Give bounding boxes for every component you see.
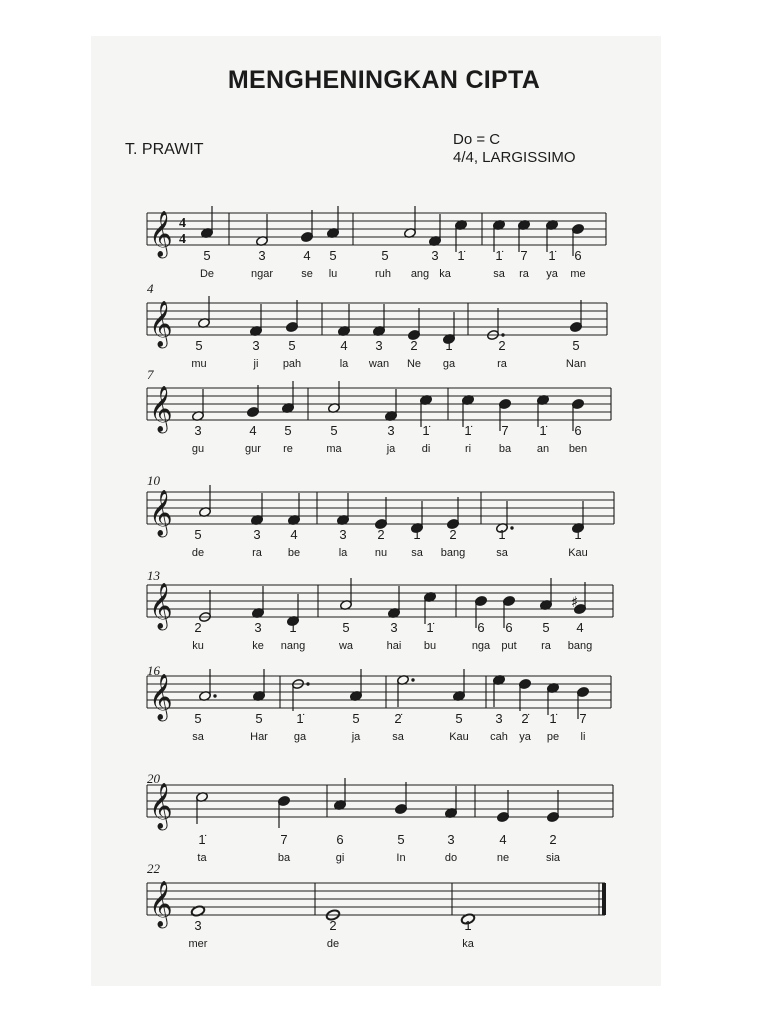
measure-number: 4 (147, 281, 154, 296)
lyric-syllable: bu (423, 640, 437, 652)
cipher-number: 4 (303, 248, 311, 263)
measure-number: 16 (147, 663, 160, 678)
cipher-number: 5 (342, 620, 350, 635)
cipher-number: 6 (505, 620, 513, 635)
lyric-syllable: do (444, 852, 458, 864)
cipher-number: 1 (413, 527, 421, 542)
lyric-syllable: bang (567, 640, 593, 652)
cipher-number: 2 (449, 527, 457, 542)
cipher-number: 7 (501, 423, 509, 438)
cipher-number: 2̇ (521, 711, 529, 726)
staff-system (147, 281, 607, 370)
lyric-syllable: la (339, 358, 349, 370)
treble-clef-icon: 𝄞 (149, 674, 173, 720)
lyric-syllable: de (191, 547, 205, 559)
cipher-number: 5 (352, 711, 360, 726)
treble-clef-icon: 𝄞 (149, 783, 173, 829)
cipher-number: 3 (194, 918, 202, 933)
lyric-syllable: ra (519, 268, 529, 280)
staff-system (147, 861, 606, 950)
lyric-syllable: ra (252, 547, 262, 559)
lyric-syllable: re (283, 443, 293, 455)
final-barline-thick (602, 883, 606, 915)
cipher-number: 6 (336, 832, 344, 847)
cipher-number: 7 (579, 711, 587, 726)
lyric-syllable: Har (250, 731, 268, 743)
cipher-number: 1̇ (495, 248, 503, 263)
lyric-syllable: ya (519, 731, 531, 743)
cipher-number: 5 (397, 832, 405, 847)
cipher-number: 1̇ (296, 711, 304, 726)
lyric-syllable: ba (277, 852, 291, 864)
cipher-number: 6 (477, 620, 485, 635)
lyric-syllable: nu (374, 547, 388, 559)
augmentation-dot (501, 333, 504, 336)
augmentation-dot (306, 682, 309, 685)
cipher-number: 5 (329, 248, 337, 263)
cipher-number: 2̇ (394, 711, 402, 726)
cipher-number: 1 (574, 527, 582, 542)
lyric-syllable: sa (192, 731, 204, 743)
lyric-syllable: an (536, 443, 550, 455)
lyric-syllable: ba (498, 443, 512, 455)
cipher-number: 5 (572, 338, 580, 353)
cipher-number: 7 (520, 248, 528, 263)
lyric-syllable: In (396, 852, 406, 864)
cipher-number: 6 (574, 423, 582, 438)
cipher-number: 1̇ (539, 423, 547, 438)
cipher-number: 2 (498, 338, 506, 353)
cipher-number: 5 (284, 423, 292, 438)
cipher-number: 1 (498, 527, 506, 542)
staff-system (147, 771, 613, 864)
cipher-number: 3 (194, 423, 202, 438)
lyric-syllable: gi (335, 852, 345, 864)
cipher-number: 5 (194, 527, 202, 542)
time-signature-top: 4 (179, 216, 186, 231)
cipher-number: 4 (576, 620, 584, 635)
lyric-syllable: Nan (565, 358, 587, 370)
key-signature-text: Do = C (453, 131, 501, 148)
lyric-syllable: Kau (449, 731, 469, 743)
cipher-number: 6 (574, 248, 582, 263)
staff-paper (91, 36, 661, 986)
staff-system (147, 568, 613, 652)
lyric-syllable: se (301, 268, 313, 280)
cipher-number: 7 (280, 832, 288, 847)
staff-system (147, 367, 611, 455)
lyric-syllable: ma (326, 443, 342, 455)
lyric-syllable: cah (490, 731, 508, 743)
augmentation-dot (411, 678, 414, 681)
score-sheet (91, 36, 661, 986)
cipher-number: 1̇ (198, 832, 206, 847)
cipher-number: 3 (387, 423, 395, 438)
cipher-number: 4 (340, 338, 348, 353)
augmentation-dot (510, 526, 513, 529)
cipher-number: 3 (252, 338, 260, 353)
lyric-syllable: wan (368, 358, 390, 370)
measure-number: 7 (147, 367, 154, 382)
cipher-number: 3 (495, 711, 503, 726)
treble-clef-icon: 𝄞 (149, 386, 173, 432)
lyric-syllable: hai (386, 640, 402, 652)
cipher-number: 5 (203, 248, 211, 263)
lyric-syllable: sa (493, 268, 505, 280)
cipher-number: 3 (431, 248, 439, 263)
composer-name: T. PRAWIT (125, 141, 204, 158)
lyric-syllable: sa (496, 547, 508, 559)
cipher-number: 1 (445, 338, 453, 353)
tempo-text: 4/4, LARGISSIMO (453, 149, 576, 166)
cipher-number: 1̇ (422, 423, 430, 438)
cipher-number: 5 (288, 338, 296, 353)
lyric-syllable: ji (253, 358, 259, 370)
lyric-syllable: ne (496, 852, 510, 864)
cipher-number: 1 (464, 918, 472, 933)
lyric-syllable: wa (338, 640, 354, 652)
cipher-number: 3 (339, 527, 347, 542)
measure-number: 20 (147, 771, 160, 786)
cipher-number: 5 (195, 338, 203, 353)
staff-system (147, 473, 614, 559)
cipher-number: 3 (390, 620, 398, 635)
augmentation-dot (213, 694, 216, 697)
cipher-number: 2 (377, 527, 385, 542)
cipher-number: 1̇ (549, 711, 557, 726)
song-title: MENGHENINGKAN CIPTA (227, 66, 541, 94)
cipher-number: 1̇ (426, 620, 434, 635)
cipher-number: 3 (253, 527, 261, 542)
lyric-syllable: ya (546, 268, 558, 280)
cipher-number: 3 (258, 248, 266, 263)
cipher-number: 4 (499, 832, 507, 847)
cipher-number: 5 (255, 711, 263, 726)
cipher-number: 4 (249, 423, 257, 438)
cipher-number: 1̇ (457, 248, 465, 263)
cipher-number: 3 (447, 832, 455, 847)
lyric-syllable: ang (410, 268, 430, 280)
lyric-syllable: mer (188, 938, 208, 950)
lyric-syllable: ga (442, 358, 456, 370)
lyric-syllable: sa (392, 731, 404, 743)
measure-number: 13 (147, 568, 160, 583)
cipher-number: 2 (549, 832, 557, 847)
lyric-syllable: ra (497, 358, 507, 370)
lyric-syllable: ta (197, 852, 207, 864)
cipher-number: 2 (194, 620, 202, 635)
lyric-syllable: di (421, 443, 431, 455)
lyric-syllable: ku (192, 640, 204, 652)
sharp-icon: ♯ (571, 593, 579, 611)
lyric-syllable: ben (568, 443, 588, 455)
cipher-number: 5 (455, 711, 463, 726)
lyric-syllable: gur (245, 443, 261, 455)
lyric-syllable: ruh (375, 268, 391, 280)
lyric-syllable: mu (191, 358, 207, 370)
cipher-number: 2 (410, 338, 418, 353)
lyric-syllable: ka (462, 938, 474, 950)
cipher-number: 3 (375, 338, 383, 353)
lyric-syllable: ja (351, 731, 361, 743)
lyric-syllable: nang (280, 640, 306, 652)
cipher-number: 5 (330, 423, 338, 438)
cipher-number: 4 (290, 527, 298, 542)
lyric-syllable: sia (545, 852, 561, 864)
lyric-syllable: sa (411, 547, 423, 559)
lyric-syllable: Ne (406, 358, 422, 370)
lyric-syllable: ka (439, 268, 451, 280)
treble-clef-icon: 𝄞 (149, 211, 173, 257)
lyric-syllable: gu (191, 443, 205, 455)
cipher-number: 1̇ (464, 423, 472, 438)
cipher-number: 1̇ (548, 248, 556, 263)
lyric-syllable: pah (282, 358, 302, 370)
lyric-syllable: be (287, 547, 301, 559)
lyric-syllable: nga (471, 640, 491, 652)
lyric-syllable: li (580, 731, 586, 743)
lyric-syllable: ra (541, 640, 551, 652)
lyric-syllable: me (570, 268, 586, 280)
cipher-number: 5 (194, 711, 202, 726)
lyric-syllable: de (326, 938, 340, 950)
lyric-syllable: ja (386, 443, 396, 455)
lyric-syllable: De (199, 268, 215, 280)
lyric-syllable: la (338, 547, 348, 559)
cipher-number: 2 (329, 918, 337, 933)
lyric-syllable: ngar (250, 268, 274, 280)
staff-system (147, 206, 606, 280)
lyric-syllable: ga (293, 731, 307, 743)
treble-clef-icon: 𝄞 (149, 490, 173, 536)
time-signature-bottom: 4 (179, 232, 186, 247)
treble-clef-icon: 𝄞 (149, 583, 173, 629)
lyric-syllable: put (501, 640, 517, 652)
lyric-syllable: ke (252, 640, 264, 652)
lyric-syllable: lu (328, 268, 338, 280)
treble-clef-icon: 𝄞 (149, 881, 173, 927)
lyric-syllable: ri (464, 443, 472, 455)
cipher-number: 5 (381, 248, 389, 263)
cipher-number: 5 (542, 620, 550, 635)
lyric-syllable: pe (546, 731, 560, 743)
measure-number: 10 (147, 473, 160, 488)
lyric-syllable: bang (440, 547, 466, 559)
cipher-number: 3 (254, 620, 262, 635)
staff-system (147, 663, 611, 743)
measure-number: 22 (147, 861, 160, 876)
cipher-number: 1 (289, 620, 297, 635)
treble-clef-icon: 𝄞 (149, 301, 173, 347)
lyric-syllable: Kau (568, 547, 588, 559)
